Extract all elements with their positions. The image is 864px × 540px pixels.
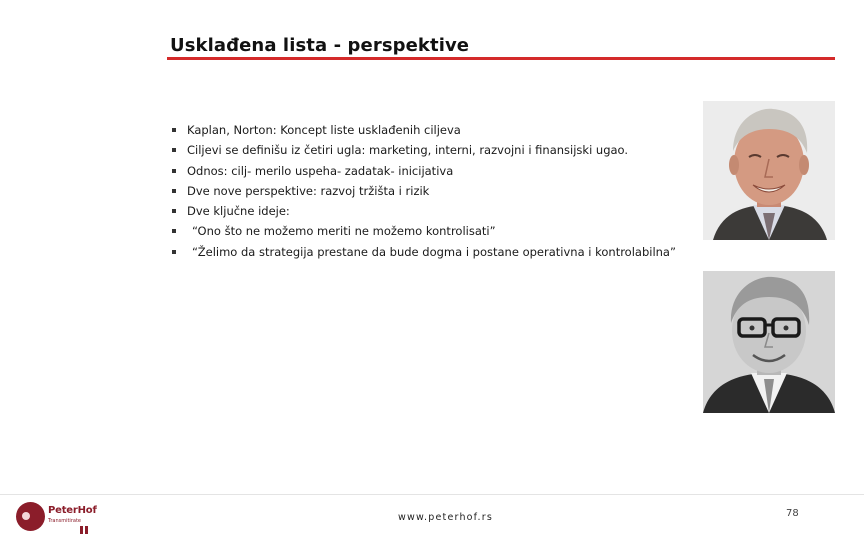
page-number: 78 [786,508,799,519]
bullet-marker [172,209,176,213]
title-underline [167,57,835,60]
bullet-text: Dve ključne ideje: [187,204,290,219]
bullet-item [172,221,692,241]
portrait-photo-kaplan [703,101,835,240]
bullet-list [172,120,692,262]
bullet-item [172,242,692,262]
footer-url: www.peterhof.rs [398,512,494,523]
bullet-item [172,201,692,221]
bullet-text: Ciljevi se definišu iz četiri ugla: marketing, interni, razvojni i finansijski ugao. [187,143,629,158]
bullet-text: Odnos: cilj- merilo uspeha- zadatak- inicijativa [187,163,454,178]
peterhof-logo [16,502,126,532]
logo-bars-icon [80,519,90,538]
footer-divider [0,494,864,495]
logo-circle-icon [16,502,45,531]
bullet-text: Kaplan, Norton: Koncept liste usklađenih ciljeva [187,123,461,137]
bullet-marker [172,169,176,173]
bullet-marker [172,229,176,233]
bullet-text: Dve nove perspektive: razvoj tržišta i rizik [187,183,430,198]
slide-title: Usklađena lista - perspektive [170,35,470,56]
bullet-marker [172,250,176,254]
bullet-marker [172,189,176,193]
bullet-marker [172,148,176,152]
bullet-item [172,181,692,201]
portrait-photo-norton [703,271,835,413]
logo-subtitle: Transmitirate [48,518,81,524]
bullet-text: “Ono što ne možemo meriti ne možemo kontrolisati” [192,224,496,239]
bullet-marker [172,128,176,132]
bullet-item [172,120,692,140]
logo-name: PeterHof [48,505,97,516]
bullet-item [172,140,692,160]
logo-dot-icon [22,512,30,520]
bullet-item [172,161,692,181]
bullet-text: “Želimo da strategija prestane da bude dogma i postane operativna i kontrolabilna” [192,244,676,259]
